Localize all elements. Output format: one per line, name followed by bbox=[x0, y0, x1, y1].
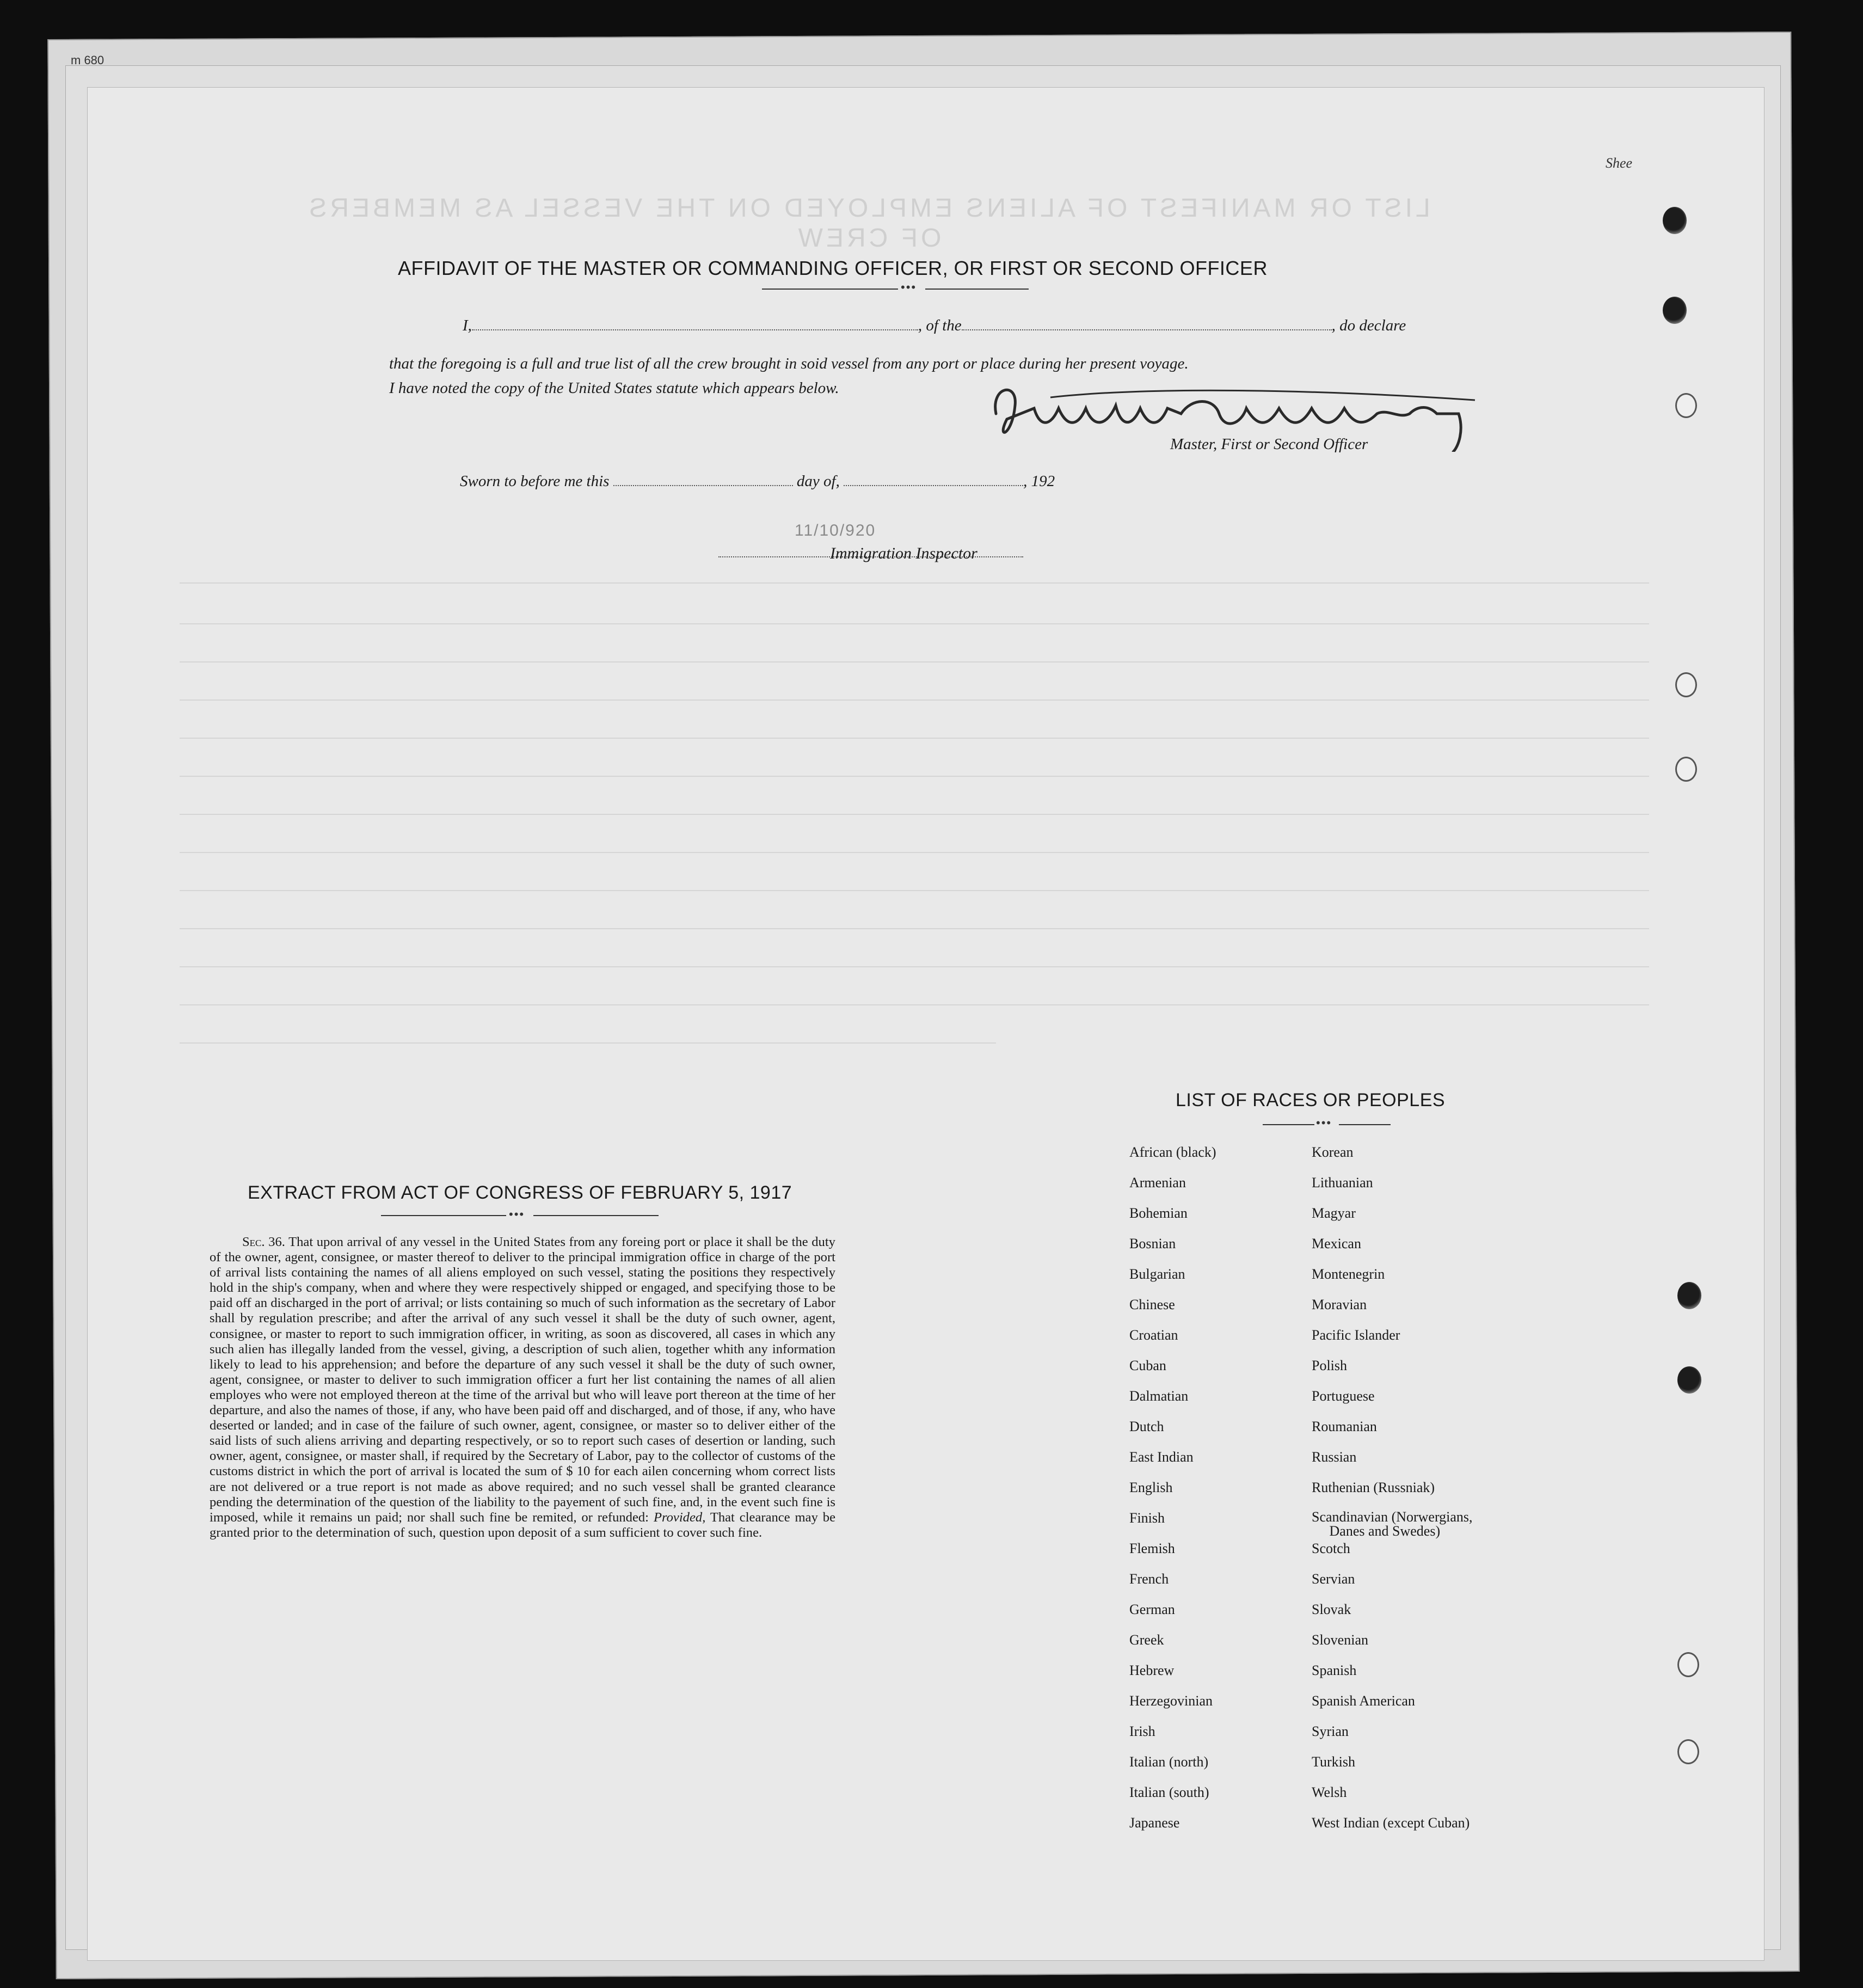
race-right-item: Slovenian bbox=[1312, 1632, 1368, 1648]
race-left-item: Chinese bbox=[1129, 1297, 1175, 1312]
title-ornament: ••• bbox=[509, 1207, 525, 1221]
oath-line-2: that the foregoing is a full and true list of all the crew brought in soid vessel from any port or place during her present voyage. bbox=[389, 355, 1189, 372]
ghost-rule bbox=[180, 1042, 996, 1044]
ghost-rule bbox=[180, 582, 1649, 584]
punch-hole bbox=[1675, 757, 1697, 782]
race-right-item: Mexican bbox=[1312, 1236, 1361, 1251]
day-blank bbox=[613, 477, 793, 486]
race-left-item: German bbox=[1129, 1602, 1175, 1617]
sworn-year-prefix: , 192 bbox=[1023, 473, 1055, 490]
section-text: That upon arrival of any vessel in the United States from any foreing port or place it shall be the duty of the owner, agent, consignee, or master thereof to deliver to the principal immigration office in charge of the port of arrival lists containing the names of all aliens employed on such vessel, stating the positions they respectively hold in the ship's company, when and where they were respectively shipped or engaged, and specifying those to be paid off an discharged in the port of arrival; or lists containing so much of such information as the secretary of Labor shall by regulation prescribe; and after the arrival of any such vessel it shall be the duty of such owner, agent, consignee, or master to report to such immigration officer, in writing, as soon as discovered, all cases in which any such alien has illegally landed from the vessel, giving, a description of such alien, together whith any information likely to lead to his apprehension; and before the departure of any such vessel it shall be the duty of such owner, agent, consignee, or master to deliver to such immigration officer a furt her list containing the names of all alien employes who were not employed thereon at the time of the arrival but who will leave port thereon at the time of her departure, and also the names of those, if any, who have been paid off and discharged, and of those, if any, who have deserted or landed; and in case of the failure of such owner, agent, consignee, or master so to deliver either of the said lists of such aliens arriving and departing respectively, or so to report such cases of desertion or landing, such owner, agent, consignee, or master shall, if required by the Secretary of Labor, pay to the collector of customs of the customs district in which the port of arrival is located the sum of $ 10 for each ailen concerning whom correct lists are not delivered or a true report is not made as above required; and no such vessel shall be granted clearance pending the determination of the question of the liability to the payement of such fine, and, in the event such fine is imposed, while it remains un paid; nor shall such fine be remited, or refunded: bbox=[210, 1235, 835, 1525]
ghost-rule bbox=[180, 738, 1649, 739]
title-rule bbox=[533, 1215, 659, 1216]
race-left-item: Bosnian bbox=[1129, 1236, 1176, 1251]
title-ornament: ••• bbox=[1316, 1116, 1332, 1130]
vessel-blank bbox=[962, 322, 1332, 330]
affidavit-title: AFFIDAVIT OF THE MASTER OR COMMANDING OFFICER, OR FIRST OR SECOND OFFICER bbox=[398, 257, 1268, 279]
title-ornament: ••• bbox=[901, 280, 917, 294]
sheet-label: Shee bbox=[1606, 155, 1633, 171]
race-right-item: Welsh bbox=[1312, 1784, 1347, 1800]
sworn-line bbox=[460, 473, 1055, 490]
ghost-rule bbox=[180, 928, 1649, 929]
race-right-item: Portuguese bbox=[1312, 1388, 1375, 1404]
ghost-rule bbox=[180, 852, 1649, 853]
ghost-rule bbox=[180, 623, 1649, 624]
race-left-item: Bulgarian bbox=[1129, 1266, 1185, 1282]
oath-do-declare: , do declare bbox=[1331, 317, 1406, 334]
ghost-rule bbox=[180, 966, 1649, 967]
title-rule bbox=[1263, 1124, 1314, 1125]
race-right-item: Turkish bbox=[1312, 1754, 1355, 1770]
race-right-item: Scotch bbox=[1312, 1541, 1350, 1556]
race-right-item: Russian bbox=[1312, 1449, 1357, 1465]
race-left-item: Italian (south) bbox=[1129, 1784, 1209, 1800]
race-left-item: French bbox=[1129, 1571, 1169, 1587]
race-right-item: Spanish American bbox=[1312, 1693, 1415, 1709]
race-left-item: Finish bbox=[1129, 1510, 1165, 1526]
section-closing: That clearance may be granted prior to the determination of such, question upon deposit of a sum sufficient to cover such fine. bbox=[210, 1510, 835, 1540]
punch-hole bbox=[1677, 1652, 1699, 1677]
ghost-rule bbox=[180, 661, 1649, 662]
race-left-item: Cuban bbox=[1129, 1358, 1166, 1373]
race-left-item: Croatian bbox=[1129, 1327, 1178, 1343]
race-right-item: Polish bbox=[1312, 1358, 1348, 1373]
inspector-stamp-date: 11/10/920 bbox=[795, 521, 876, 539]
section-label: Sec. 36. bbox=[242, 1235, 285, 1249]
race-right-item: West Indian (except Cuban) bbox=[1312, 1815, 1470, 1831]
race-right-item: Roumanian bbox=[1312, 1419, 1377, 1434]
punch-hole bbox=[1663, 297, 1687, 324]
race-right-item: Lithuanian bbox=[1312, 1175, 1373, 1191]
punch-hole bbox=[1677, 1739, 1699, 1764]
ghost-rule bbox=[180, 890, 1649, 891]
race-left-item: Herzegovinian bbox=[1129, 1693, 1213, 1709]
month-blank bbox=[844, 477, 1023, 486]
race-left-item: Flemish bbox=[1129, 1541, 1175, 1556]
extract-body bbox=[210, 1235, 835, 1541]
race-right-item: Spanish bbox=[1312, 1662, 1357, 1678]
race-left-item: Bohemian bbox=[1129, 1205, 1188, 1221]
punch-hole bbox=[1663, 207, 1687, 234]
race-right-item: Scandinavian (Norwergians, Danes and Swedes) bbox=[1312, 1509, 1473, 1539]
oath-line-1 bbox=[463, 317, 1406, 335]
extract-title: EXTRACT FROM ACT OF CONGRESS OF FEBRUARY 5, 1917 bbox=[248, 1182, 792, 1203]
race-right-item: Pacific Islander bbox=[1312, 1327, 1400, 1343]
ghost-rule bbox=[180, 776, 1649, 777]
punch-hole bbox=[1677, 1366, 1701, 1394]
race-right-item: Montenegrin bbox=[1312, 1266, 1385, 1282]
title-rule bbox=[1339, 1124, 1391, 1125]
inspector-caption: Immigration Inspector bbox=[830, 544, 977, 562]
race-left-item: African (black) bbox=[1129, 1144, 1216, 1160]
title-rule bbox=[762, 289, 898, 290]
provided-label: Provided, bbox=[653, 1510, 706, 1525]
bleed-through-heading: LIST OR MANIFEST OF ALIENS EMPLOYED ON THE VESSEL AS MEMBERS OF CREW bbox=[306, 194, 1430, 253]
sworn-day-of: day of, bbox=[796, 473, 840, 490]
race-right-item: Moravian bbox=[1312, 1297, 1367, 1312]
oath-i-label: I, bbox=[463, 317, 472, 334]
race-right-item: Servian bbox=[1312, 1571, 1355, 1587]
race-left-item: Japanese bbox=[1129, 1815, 1180, 1831]
race-left-item: English bbox=[1129, 1480, 1173, 1495]
race-right-item: Syrian bbox=[1312, 1723, 1349, 1739]
race-right-item: Slovak bbox=[1312, 1602, 1351, 1617]
race-right-item: Ruthenian (Russniak) bbox=[1312, 1480, 1435, 1495]
name-blank bbox=[472, 322, 918, 330]
title-rule bbox=[925, 289, 1029, 290]
punch-hole bbox=[1675, 672, 1697, 697]
sworn-prefix: Sworn to before me this bbox=[460, 473, 610, 490]
punch-hole bbox=[1675, 393, 1697, 418]
title-rule bbox=[381, 1215, 506, 1216]
race-left-item: Dutch bbox=[1129, 1419, 1164, 1434]
form-number: m 680 bbox=[71, 53, 104, 67]
oath-of-the: , of the bbox=[918, 317, 962, 334]
punch-hole bbox=[1677, 1282, 1701, 1309]
race-left-item: Hebrew bbox=[1129, 1662, 1175, 1678]
race-left-item: Greek bbox=[1129, 1632, 1164, 1648]
master-caption: Master, First or Second Officer bbox=[1170, 435, 1368, 453]
race-left-item: Dalmatian bbox=[1129, 1388, 1189, 1404]
race-right-item: Korean bbox=[1312, 1144, 1354, 1160]
race-left-item: Armenian bbox=[1129, 1175, 1186, 1191]
race-left-item: Italian (north) bbox=[1129, 1754, 1209, 1770]
ghost-rule bbox=[180, 1004, 1649, 1005]
ghost-rule bbox=[180, 814, 1649, 815]
race-left-item: East Indian bbox=[1129, 1449, 1194, 1465]
ghost-rule bbox=[180, 700, 1649, 701]
race-right-item: Magyar bbox=[1312, 1205, 1356, 1221]
races-title: LIST OF RACES OR PEOPLES bbox=[1176, 1090, 1446, 1110]
race-left-item: Irish bbox=[1129, 1723, 1155, 1739]
oath-line-3: I have noted the copy of the United States statute which appears below. bbox=[389, 379, 839, 397]
